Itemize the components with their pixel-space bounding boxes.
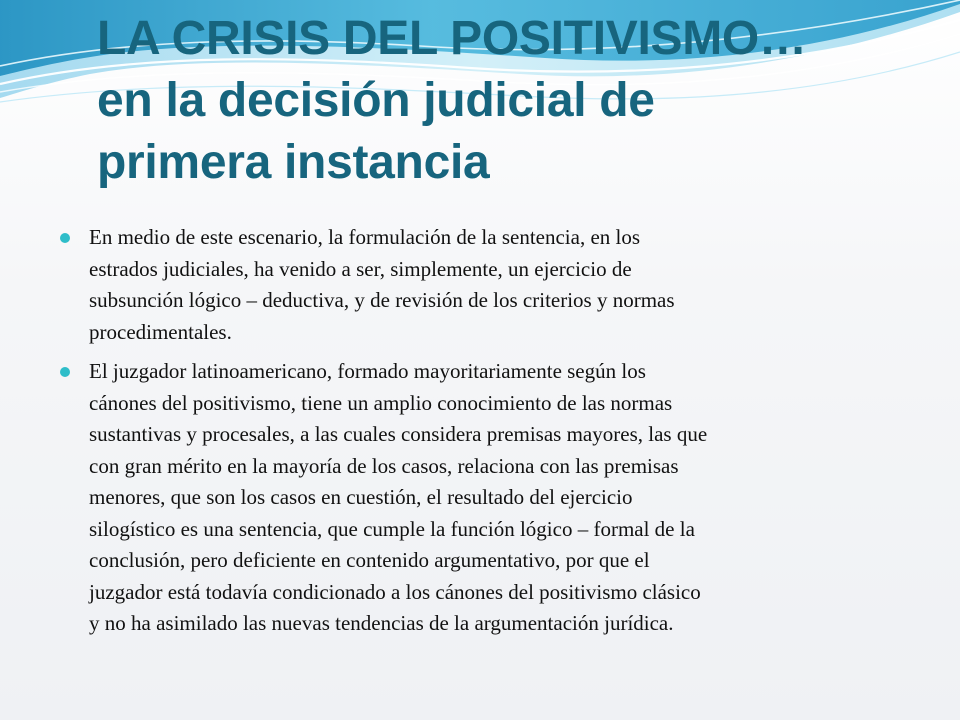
bullet-line: En medio de este escenario, la formulación de la sentencia, en los [89,225,641,249]
bullet-list [60,222,930,648]
slide-title-line: primera instancia [97,136,490,189]
bullet-line: procedimentales. [89,319,232,344]
bullet-line: y no ha asimilado las nuevas tendencias de la argumentación jurídica. [89,611,674,635]
bullet-line: El juzgador latinoamericano, formado mayoritariamente según los [89,359,646,383]
bullet-line: estrados judiciales, ha venido a ser, simplemente, un ejercicio de [89,256,632,281]
slide-title-line: LA CRISIS DEL POSITIVISMO… [97,12,807,65]
bullet-text [89,222,930,348]
bullet-line: silogístico es una sentencia, que cumple la función lógico – formal de la [89,516,695,541]
bullet-line: cánones del positivismo, tiene un amplio conocimiento de las normas [89,390,673,415]
bullet-line: subsunción lógico – deductiva, y de revisión de los criterios y normas [89,288,675,312]
slide-title-line: en la decisión judicial de [97,74,655,127]
bullet-text [89,356,930,640]
bullet-line: con gran mérito en la mayoría de los casos, relaciona con las premisas [89,453,679,478]
bullet-line: menores, que son los casos en cuestión, el resultado del ejercicio [89,485,633,509]
bullet-marker-icon [60,367,70,377]
bullet-line: conclusión, pero deficiente en contenido argumentativo, por que el [89,548,650,572]
bullet-line: juzgador está todavía condicionado a los cánones del positivismo clásico [89,579,701,604]
bullet-marker-icon [60,233,70,243]
slide-title [97,8,937,194]
bullet-line: sustantivas y procesales, a las cuales considera premisas mayores, las que [89,422,708,446]
bullet-item [60,356,930,640]
bullet-item [60,222,930,348]
